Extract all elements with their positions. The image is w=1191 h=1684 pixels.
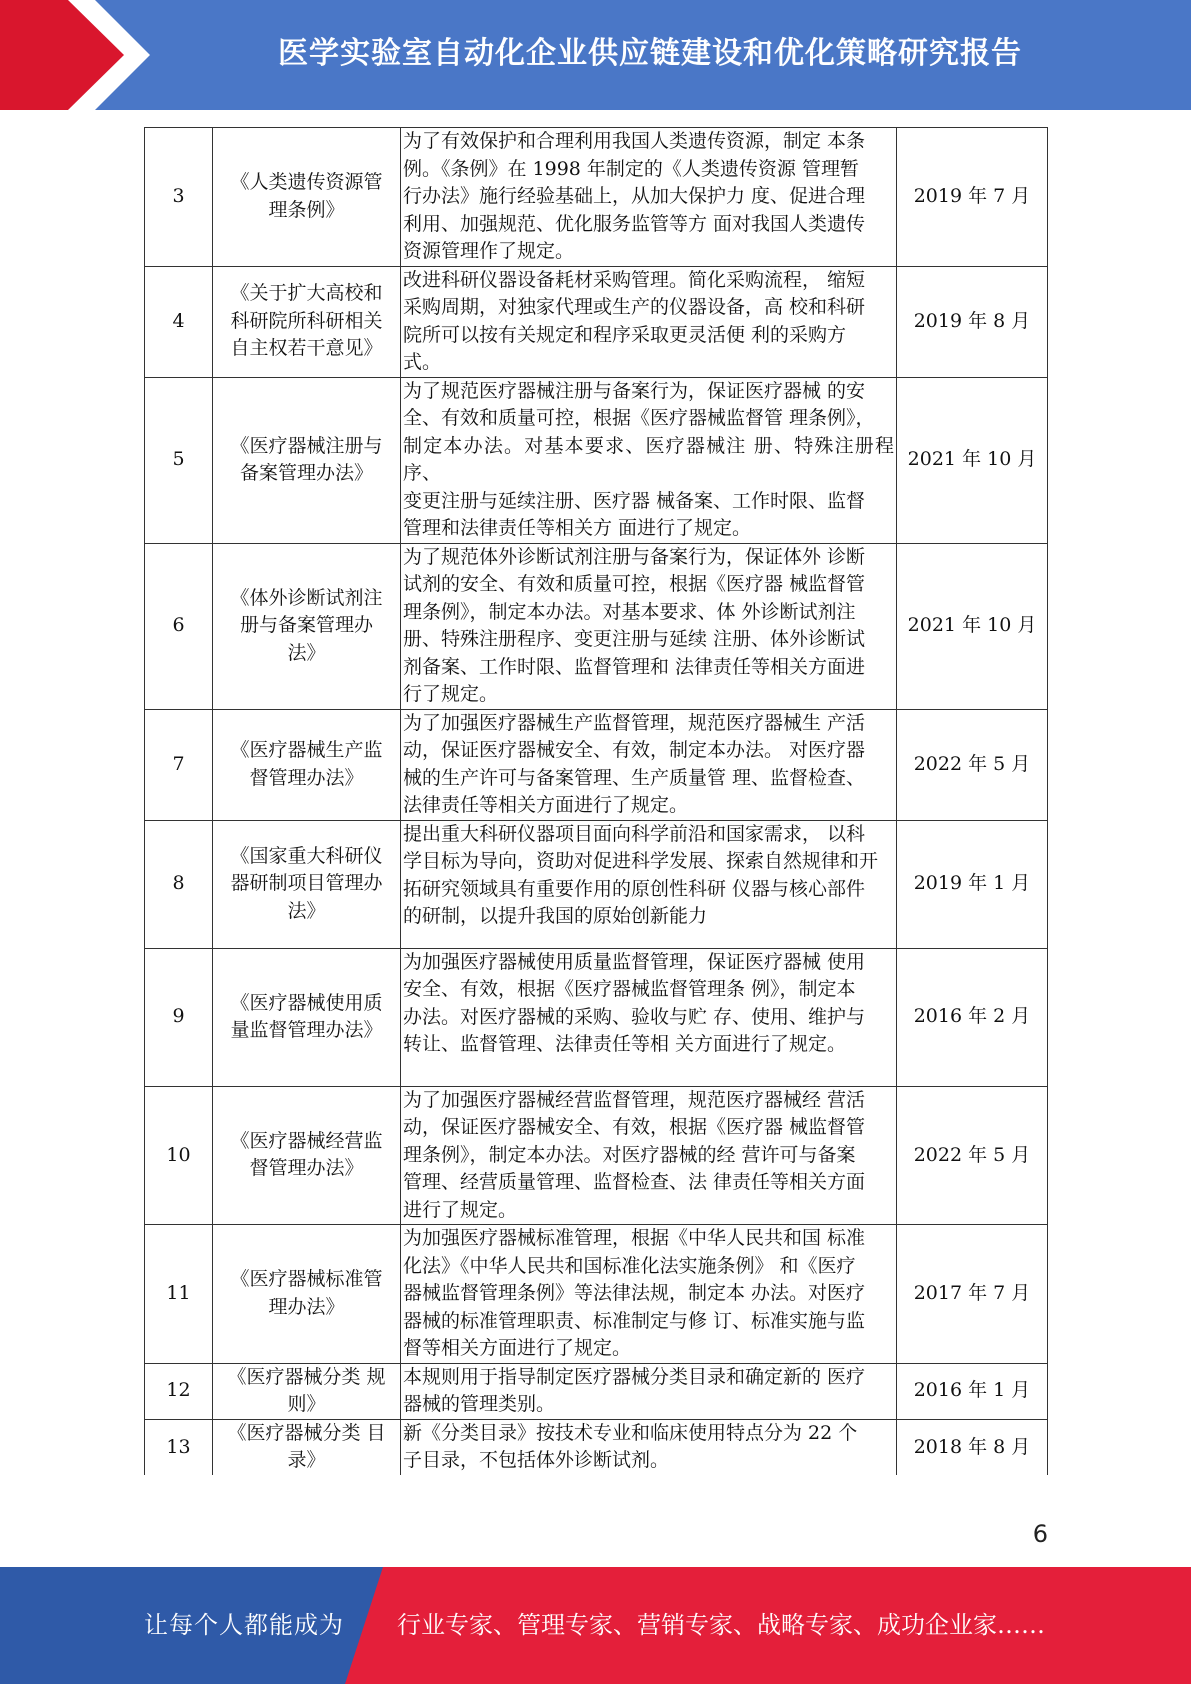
content-line: 理条例》，制定本办法。对基本要求、体 外诊断试剂注	[403, 600, 856, 623]
content-line: 为加强医疗器械使用质量监督管理，保证医疗器械 使用	[403, 950, 866, 973]
content-line: 动，保证医疗器械安全、有效，制定本办法。 对医疗器	[403, 739, 866, 761]
cell-number: 7	[145, 709, 213, 820]
content-line: 拓研究领域具有重要作用的原创性科研 仪器与核心部件	[403, 877, 866, 900]
regulation-name-line: 《医疗器械分类 目	[227, 1421, 386, 1444]
regulation-name-line: 册与备案管理办	[239, 614, 373, 637]
regulation-name-line: 《国家重大科研仪	[230, 844, 383, 867]
page-header	[0, 0, 1191, 110]
content-line: 院所可以按有关规定和程序采取更灵活便 利的采购方	[403, 323, 847, 346]
regulation-name-line: 科研院所科研相关	[230, 309, 383, 332]
cell-content	[401, 1086, 897, 1225]
table-row	[145, 1225, 1048, 1364]
content-line: 法律责任等相关方面进行了规定。	[403, 794, 689, 816]
regulation-name-line: 量监督管理办法》	[230, 1019, 383, 1041]
content-line: 全、有效和质量可控，根据《医疗器械监督管 理条例》，	[403, 407, 875, 429]
content-line: 本规则用于指导制定医疗器械分类目录和确定新的 医疗	[403, 1365, 866, 1388]
cell-content	[401, 543, 897, 709]
regulation-name-line: 《医疗器械使用质	[230, 991, 383, 1014]
table-body	[145, 128, 1048, 1476]
cell-number: 8	[145, 820, 213, 948]
content-line: 管理、经营质量管理、监督检查、法 律责任等相关方面	[403, 1171, 866, 1193]
cell-regulation-name	[213, 1225, 401, 1364]
content-line: 器械的标准管理职责、标准制定与修 订、标准实施与监	[403, 1309, 866, 1332]
content-line: 利用、加强规范、优化服务监管等方 面对我国人类遗传	[403, 212, 866, 235]
table-row	[145, 128, 1048, 267]
cell-number: 11	[145, 1225, 213, 1364]
cell-regulation-name	[213, 1086, 401, 1225]
regulation-name-line: 法》	[287, 641, 326, 664]
regulations-table	[144, 127, 1048, 1475]
regulation-name-line: 《人类遗传资源管	[230, 171, 383, 194]
cell-number: 9	[145, 948, 213, 1086]
regulation-name-line: 录》	[287, 1449, 326, 1472]
cell-date: 2021 年 10 月	[897, 543, 1048, 709]
cell-number: 10	[145, 1086, 213, 1225]
content-line: 采购周期，对独家代理或生产的仪器设备，高 校和科研	[403, 296, 866, 318]
cell-regulation-name	[213, 543, 401, 709]
regulation-name-line: 理条例》	[268, 198, 345, 221]
regulation-name-line: 《关于扩大高校和	[230, 282, 383, 305]
regulation-name-line: 《医疗器械注册与	[230, 434, 383, 457]
content-line: 式。	[403, 351, 442, 373]
regulation-name-line: 法》	[287, 899, 326, 922]
cell-content	[401, 820, 897, 948]
content-line: 督等相关方面进行了规定。	[403, 1337, 632, 1359]
cell-date: 2018 年 8 月	[897, 1419, 1048, 1475]
content-line: 为加强医疗器械标准管理，根据《中华人民共和国 标准	[403, 1227, 866, 1249]
cell-content	[401, 1225, 897, 1364]
cell-date: 2021 年 10 月	[897, 377, 1048, 543]
regulation-name-line: 理办法》	[268, 1295, 345, 1318]
content-line: 例。《条例》在 1998 年制定的《人类遗传资源 管理暂	[403, 157, 859, 180]
page-footer	[0, 1567, 1191, 1684]
cell-date: 2022 年 5 月	[897, 1086, 1048, 1225]
regulation-name-line: 备案管理办法》	[239, 462, 373, 484]
content-line: 械的生产许可与备案管理、生产质量管 理、监督检查、	[403, 766, 866, 789]
regulation-name-line: 则》	[287, 1393, 326, 1415]
cell-number: 6	[145, 543, 213, 709]
cell-regulation-name	[213, 948, 401, 1086]
cell-date: 2022 年 5 月	[897, 709, 1048, 820]
cell-date: 2019 年 7 月	[897, 128, 1048, 267]
content-line: 新《分类目录》按技术专业和临床使用特点分为 22 个	[403, 1421, 858, 1444]
cell-date: 2019 年 1 月	[897, 820, 1048, 948]
regulation-name-line: 《医疗器械标准管	[230, 1268, 383, 1291]
cell-content	[401, 128, 897, 267]
content-line: 动，保证医疗器械安全、有效，根据《医疗器 械监督管	[403, 1116, 866, 1138]
content-line: 转让、监督管理、法律责任等相 关方面进行了规定。	[403, 1033, 847, 1055]
cell-regulation-name	[213, 266, 401, 377]
cell-date: 2016 年 1 月	[897, 1363, 1048, 1419]
page-number: 6	[1032, 1520, 1048, 1548]
regulation-name-line: 《医疗器械生产监	[230, 739, 383, 761]
table-row	[145, 377, 1048, 543]
content-line: 子目录，不包括体外诊断试剂。	[403, 1449, 670, 1471]
table-row	[145, 543, 1048, 709]
content-line: 器械监督管理条例》等法律法规，制定本 办法。对医疗	[403, 1282, 866, 1304]
regulation-name-line: 器研制项目管理办	[230, 872, 383, 895]
table-row	[145, 1419, 1048, 1475]
content-line: 理条例》，制定本办法。对医疗器械的经 营许可与备案	[403, 1143, 856, 1166]
cell-date: 2016 年 2 月	[897, 948, 1048, 1086]
content-line: 办法。对医疗器械的采购、验收与贮 存、使用、维护与	[403, 1005, 866, 1028]
content-line: 变更注册与延续注册、医疗器 械备案、工作时限、监督	[403, 489, 866, 512]
cell-regulation-name	[213, 820, 401, 948]
content-line: 改进科研仪器设备耗材采购管理。简化采购流程， 缩短	[403, 268, 866, 291]
cell-content	[401, 1419, 897, 1475]
regulation-name-line: 《医疗器械经营监	[230, 1129, 383, 1152]
content-line: 器械的管理类别。	[403, 1393, 556, 1415]
cell-number: 12	[145, 1363, 213, 1419]
regulation-name-line: 自主权若干意见》	[230, 337, 383, 360]
cell-number: 4	[145, 266, 213, 377]
cell-number: 3	[145, 128, 213, 267]
regulation-name-line: 督管理办法》	[249, 1157, 364, 1180]
cell-date: 2017 年 7 月	[897, 1225, 1048, 1364]
content-line: 为了规范体外诊断试剂注册与备案行为，保证体外 诊断	[403, 545, 866, 568]
footer-slogan-right: 行业专家、管理专家、营销专家、战略专家、成功企业家……	[397, 1611, 1045, 1639]
regulation-name-line: 《体外诊断试剂注	[230, 586, 383, 609]
cell-regulation-name	[213, 377, 401, 543]
content-line: 管理和法律责任等相关方 面进行了规定。	[403, 517, 752, 539]
cell-content	[401, 377, 897, 543]
regulation-name-line: 督管理办法》	[249, 766, 364, 789]
cell-number: 5	[145, 377, 213, 543]
cell-content	[401, 948, 897, 1086]
content-line: 进行了规定。	[403, 1198, 518, 1221]
footer-slogan-left: 让每个人都能成为	[144, 1611, 344, 1639]
cell-content	[401, 266, 897, 377]
cell-regulation-name	[213, 709, 401, 820]
table-row	[145, 948, 1048, 1086]
table-row	[145, 709, 1048, 820]
content-line: 剂备案、工作时限、监督管理和 法律责任等相关方面进	[403, 655, 866, 678]
cell-content	[401, 1363, 897, 1419]
content-line: 为了加强医疗器械经营监督管理，规范医疗器械经 营活	[403, 1088, 866, 1111]
content-line: 的研制，以提升我国的原始创新能力	[403, 905, 708, 927]
content-line: 学目标为导向，资助对促进科学发展、探索自然规律和开	[403, 850, 879, 872]
document-title: 医学实验室自动化企业供应链建设和优化策略研究报告	[278, 36, 1022, 71]
content-line: 试剂的安全、有效和质量可控，根据《医疗器 械监督管	[403, 573, 866, 595]
content-line: 行办法》施行经验基础上，从加大保护力 度、促进合理	[403, 185, 866, 207]
table-row	[145, 820, 1048, 948]
content-line: 为了规范医疗器械注册与备案行为，保证医疗器械 的安	[403, 379, 866, 402]
content-line: 为了有效保护和合理利用我国人类遗传资源，制定 本条	[403, 130, 866, 152]
content-line: 提出重大科研仪器项目面向科学前沿和国家需求， 以科	[403, 822, 866, 845]
content-line: 安全、有效，根据《医疗器械监督管理条 例》，制定本	[403, 978, 856, 1000]
content-line: 为了加强医疗器械生产监督管理，规范医疗器械生 产活	[403, 711, 866, 734]
content-line: 资源管理作了规定。	[403, 240, 575, 262]
content-line: 制定本办法。对基本要求、医疗器械注 册、特殊注册程序、	[403, 434, 894, 484]
cell-regulation-name	[213, 128, 401, 267]
content-line: 册、特殊注册程序、变更注册与延续 注册、体外诊断试	[403, 628, 866, 650]
table-row	[145, 266, 1048, 377]
cell-regulation-name	[213, 1363, 401, 1419]
table-row	[145, 1363, 1048, 1419]
cell-date: 2019 年 8 月	[897, 266, 1048, 377]
table-row	[145, 1086, 1048, 1225]
cell-content	[401, 709, 897, 820]
content-line: 化法》《中华人民共和国标准化法实施条例》 和《医疗	[403, 1254, 856, 1277]
cell-regulation-name	[213, 1419, 401, 1475]
regulation-name-line: 《医疗器械分类 规	[227, 1365, 386, 1388]
content-line: 行了规定。	[403, 683, 499, 705]
header-red-chevron	[0, 0, 150, 110]
cell-number: 13	[145, 1419, 213, 1475]
